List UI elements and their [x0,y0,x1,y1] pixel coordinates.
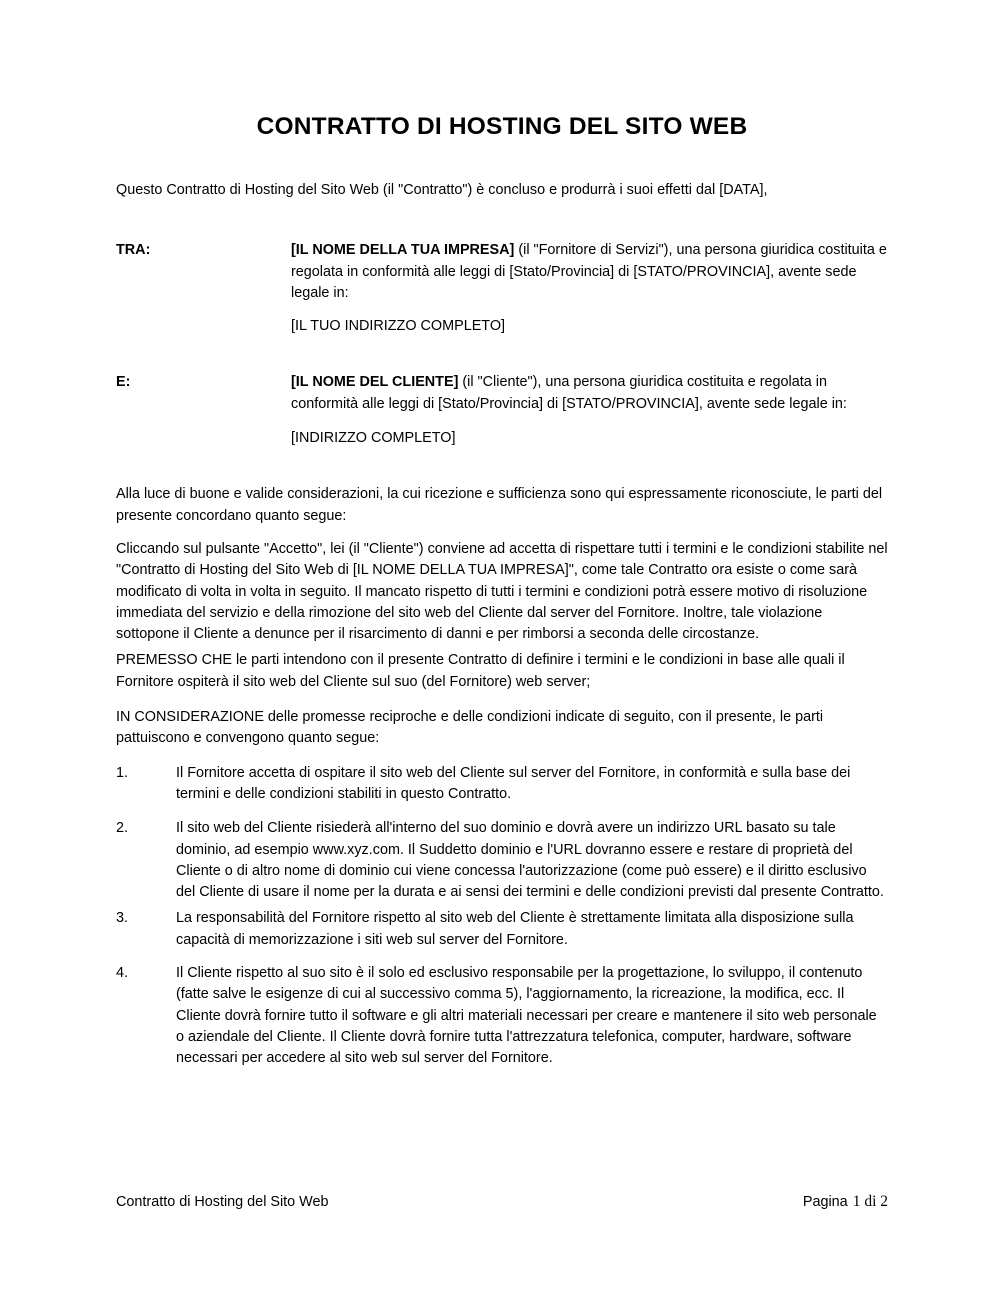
footer-page-number [803,1191,888,1213]
acceptance-paragraph: Cliccando sul pulsante "Accetto", lei (il "Cliente") conviene ad accetta di rispettare tutti i termini e le condizioni stabilite nel "Contratto di Hosting del Sito Web di [IL NOME DELLA TUA IMPRESA]", come tale Contratto ora esiste o come sarà modificato di volta in volta in seguito. Il mancato rispetto di tutti i termini e condizioni potrà essere motivo di risoluzione immediata del servizio e della rimozione del sito web del Cliente dal server del Fornitore. Inoltre, tale violazione sottopone il Cliente a denunce per il risarcimento di danni e per rimborsi a seconda delle circostanze. [116,540,888,643]
clause-text: Il Cliente rispetto al suo sito è il solo ed esclusivo responsabile per la progettazione, lo sviluppo, il contenuto (fatte salve le esigenze di cui al successivo comma 5), l'aggiornamento, la ricreazione, la modifica, ecc. Il Cliente dovrà fornire tutto il software e gli altri materiali necessari per creare e mantenere il sito web personale o aziendale del Cliente. Il Cliente dovrà fornire tutta l'attrezzatura telefonica, computer, hardware, software necessari per accedere al sito web sul server del Fornitore. [176,965,877,1067]
contract-clause [116,908,888,951]
consideration-paragraph: Alla luce di buone e valide considerazioni, la cui ricezione e sufficienza sono qui espressamente riconosciute, le parti del presente concordano quanto segue: [116,486,883,524]
party-description-provider [291,240,888,304]
clause-number: 4. [116,965,129,982]
party-description-client [291,372,888,415]
party-block-client [116,372,888,415]
premise-paragraph: PREMESSO CHE le parti intendono con il presente Contratto di definire i termini e le condizioni in base alle quali il Fornitore ospiterà il sito web del Cliente sul suo (del Fornitore) web server; [116,652,845,690]
intro-paragraph: Questo Contratto di Hosting del Sito Web (il "Contratto") è concluso e produrrà i suoi effetti dal [DATA], [116,182,768,198]
clause-number: 3. [116,910,129,927]
party-name-provider: [IL NOME DELLA TUA IMPRESA] [291,242,515,259]
party-block-provider [116,240,888,304]
document-title: CONTRATTO DI HOSTING DEL SITO WEB [256,113,748,140]
contract-clause [116,963,888,1069]
page-footer [116,1191,888,1213]
agreement-paragraph: IN CONSIDERAZIONE delle promesse reciproche e delle condizioni indicate di seguito, con il presente, le parti pattuiscono e convengono quanto segue: [116,709,824,747]
party-description-text: (il "Fornitore di Servizi"), una persona giuridica costituita e regolata in conformità alle leggi di [Stato/Provincia] di [STATO/PROVINCIA], avente sede legale in: [291,242,887,301]
party-address-client: [INDIRIZZO COMPLETO] [291,430,456,447]
clause-text: Il sito web del Cliente risiederà all'interno del suo dominio e dovrà avere un indirizzo URL basato su tale dominio, ad esempio www.xyz.com. Il Suddetto dominio e l'URL dovranno essere e restare di proprietà del Cliente o di altro nome di dominio cui viene concessa l'autorizzazione (come può essere) e il diritto esclusivo del Cliente di usare il nome per la durata e ai sensi dei termini e delle condizioni previsti dal presente Contratto. [176,820,884,901]
clause-number: 1. [116,764,129,781]
clause-text: La responsabilità del Fornitore rispetto al sito web del Cliente è strettamente limitata alla disposizione sulla capacità di memorizzazione i siti web sul server del Fornitore. [176,910,854,948]
party-name-client: [IL NOME DEL CLIENTE] [291,374,459,391]
contract-clause [116,763,888,806]
document-content [0,112,1000,1070]
party-address-provider: [IL TUO INDIRIZZO COMPLETO] [291,318,506,335]
footer-page-value: 1 di 2 [852,1193,888,1210]
party-description-text: (il "Cliente"), una persona giuridica costituita e regolata in conformità alle leggi di [Stato/Provincia] di [STATO/PROVINCIA], avente sede legale in: [291,374,847,412]
party-label-tra: TRA: [116,242,151,259]
clause-number: 2. [116,820,129,837]
clause-text: Il Fornitore accetta di ospitare il sito web del Cliente sul server del Fornitore, in conformità e sulla base dei termini e delle condizioni stabiliti in questo Contratto. [176,764,851,802]
footer-page-label: Pagina [802,1194,848,1210]
party-label-e: E: [116,374,131,391]
footer-document-name: Contratto di Hosting del Sito Web [116,1194,329,1210]
contract-clause [116,818,888,903]
